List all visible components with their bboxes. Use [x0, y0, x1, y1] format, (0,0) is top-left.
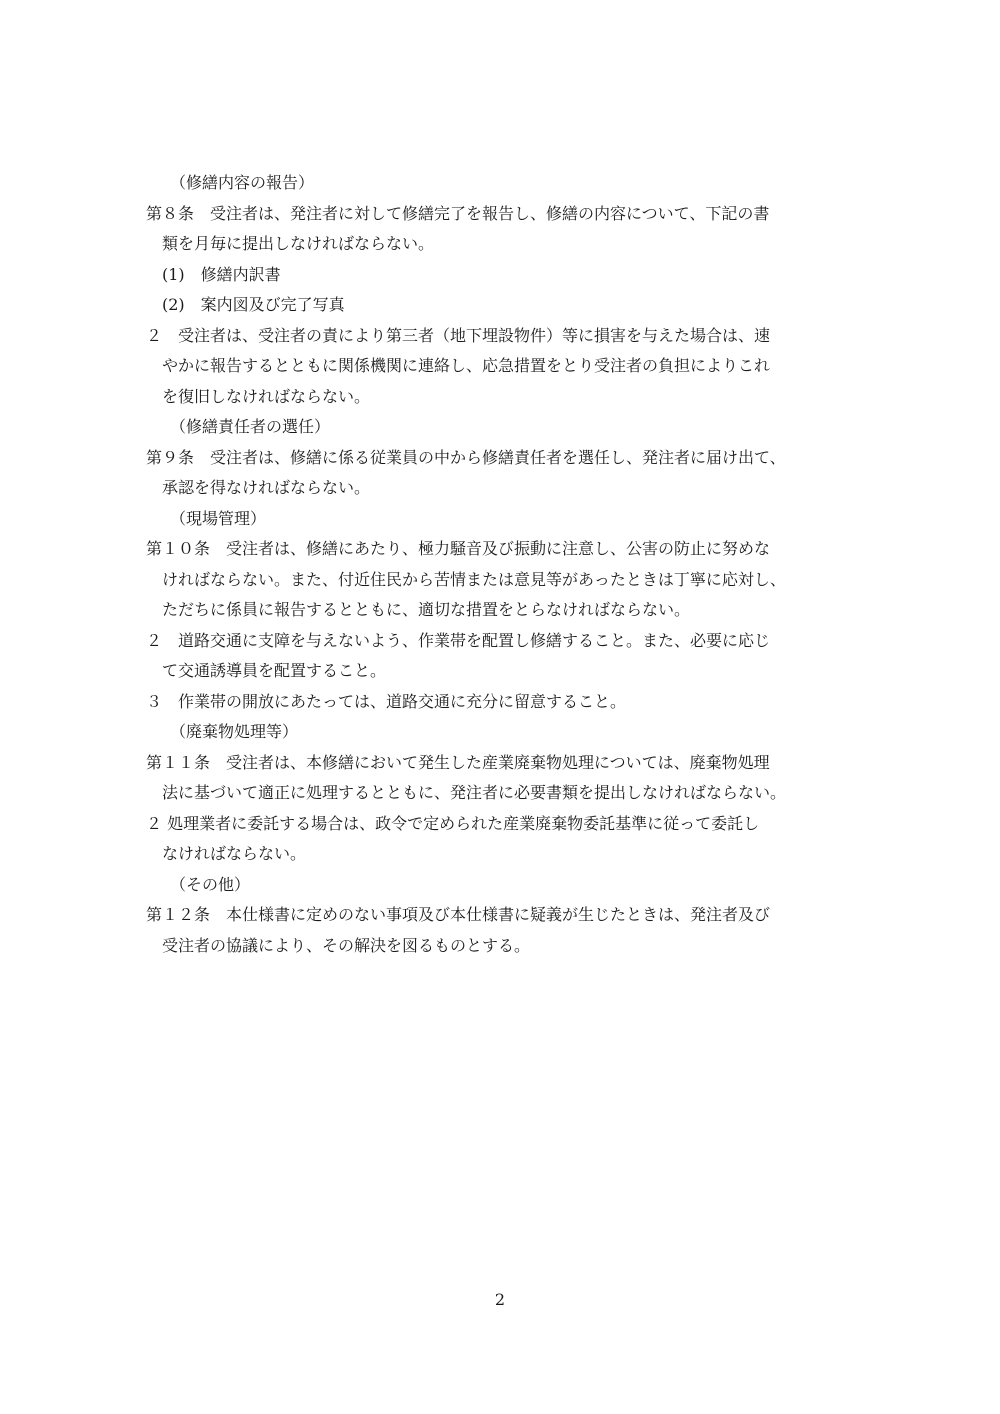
text-line-cont: 類を月毎に提出しなければならない。 — [162, 234, 435, 253]
page-number: 2 — [494, 1290, 506, 1309]
text-line-article: 第８条 受注者は、発注者に対して修繕完了を報告し、修繕の内容について、下記の書 — [146, 203, 770, 223]
text-line-heading: （現場管理） — [170, 508, 267, 528]
text-line-para: ２ 処理業者に委託する場合は、政令で定められた産業廃棄物委託基準に従って委託し — [146, 813, 760, 833]
text-line-cont: て交通誘導員を配置すること。 — [162, 661, 387, 680]
text-line-para: ２ 受注者は、受注者の責により第三者（地下埋設物件）等に損害を与えた場合は、速 — [146, 325, 771, 345]
text-line-article: 第１０条 受注者は、修繕にあたり、極力騒音及び振動に注意し、公害の防止に努めな — [146, 539, 771, 558]
document-body — [146, 168, 866, 961]
text-line-para: ３ 作業帯の開放にあたっては、道路交通に充分に留意すること。 — [146, 691, 627, 711]
text-line-para: ２ 道路交通に支障を与えないよう、作業帯を配置し修繕すること。また、必要に応じ — [146, 630, 771, 650]
text-line-cont: 法に基づいて適正に処理するとともに、発注者に必要書類を提出しなければならない。 — [162, 783, 787, 802]
text-line-article: 第９条 受注者は、修繕に係る従業員の中から修繕責任者を選任し、発注者に届け出て、 — [146, 447, 786, 467]
text-line-heading: （修繕内容の報告） — [170, 173, 315, 192]
text-line-item: (2) 案内図及び完了写真 — [162, 295, 345, 314]
text-line-article: 第１１条 受注者は、本修繕において発生した産業廃棄物処理については、廃棄物処理 — [146, 752, 770, 772]
text-line-heading: （その他） — [170, 874, 251, 894]
text-line-article: 第１２条 本仕様書に定めのない事項及び本仕様書に疑義が生じたときは、発注者及び — [146, 905, 771, 924]
text-line-cont: なければならない。 — [162, 844, 307, 863]
text-line-cont: やかに報告するとともに関係機関に連絡し、応急措置をとり受注者の負担によりこれ — [162, 356, 771, 375]
text-line-cont: ただちに係員に報告するとともに、適切な措置をとらなければならない。 — [162, 600, 691, 619]
text-line-heading: （修繕責任者の選任） — [170, 417, 331, 436]
text-line-cont: ければならない。また、付近住民から苦情または意見等があったときは丁寧に応対し、 — [162, 569, 786, 589]
text-line-cont: 承認を得なければならない。 — [162, 478, 371, 497]
text-line-heading: （廃棄物処理等） — [170, 722, 299, 741]
text-line-cont: 受注者の協議により、その解決を図るものとする。 — [162, 935, 531, 955]
text-line-item: (1) 修繕内訳書 — [162, 264, 281, 284]
text-line-cont: を復旧しなければならない。 — [162, 386, 371, 406]
